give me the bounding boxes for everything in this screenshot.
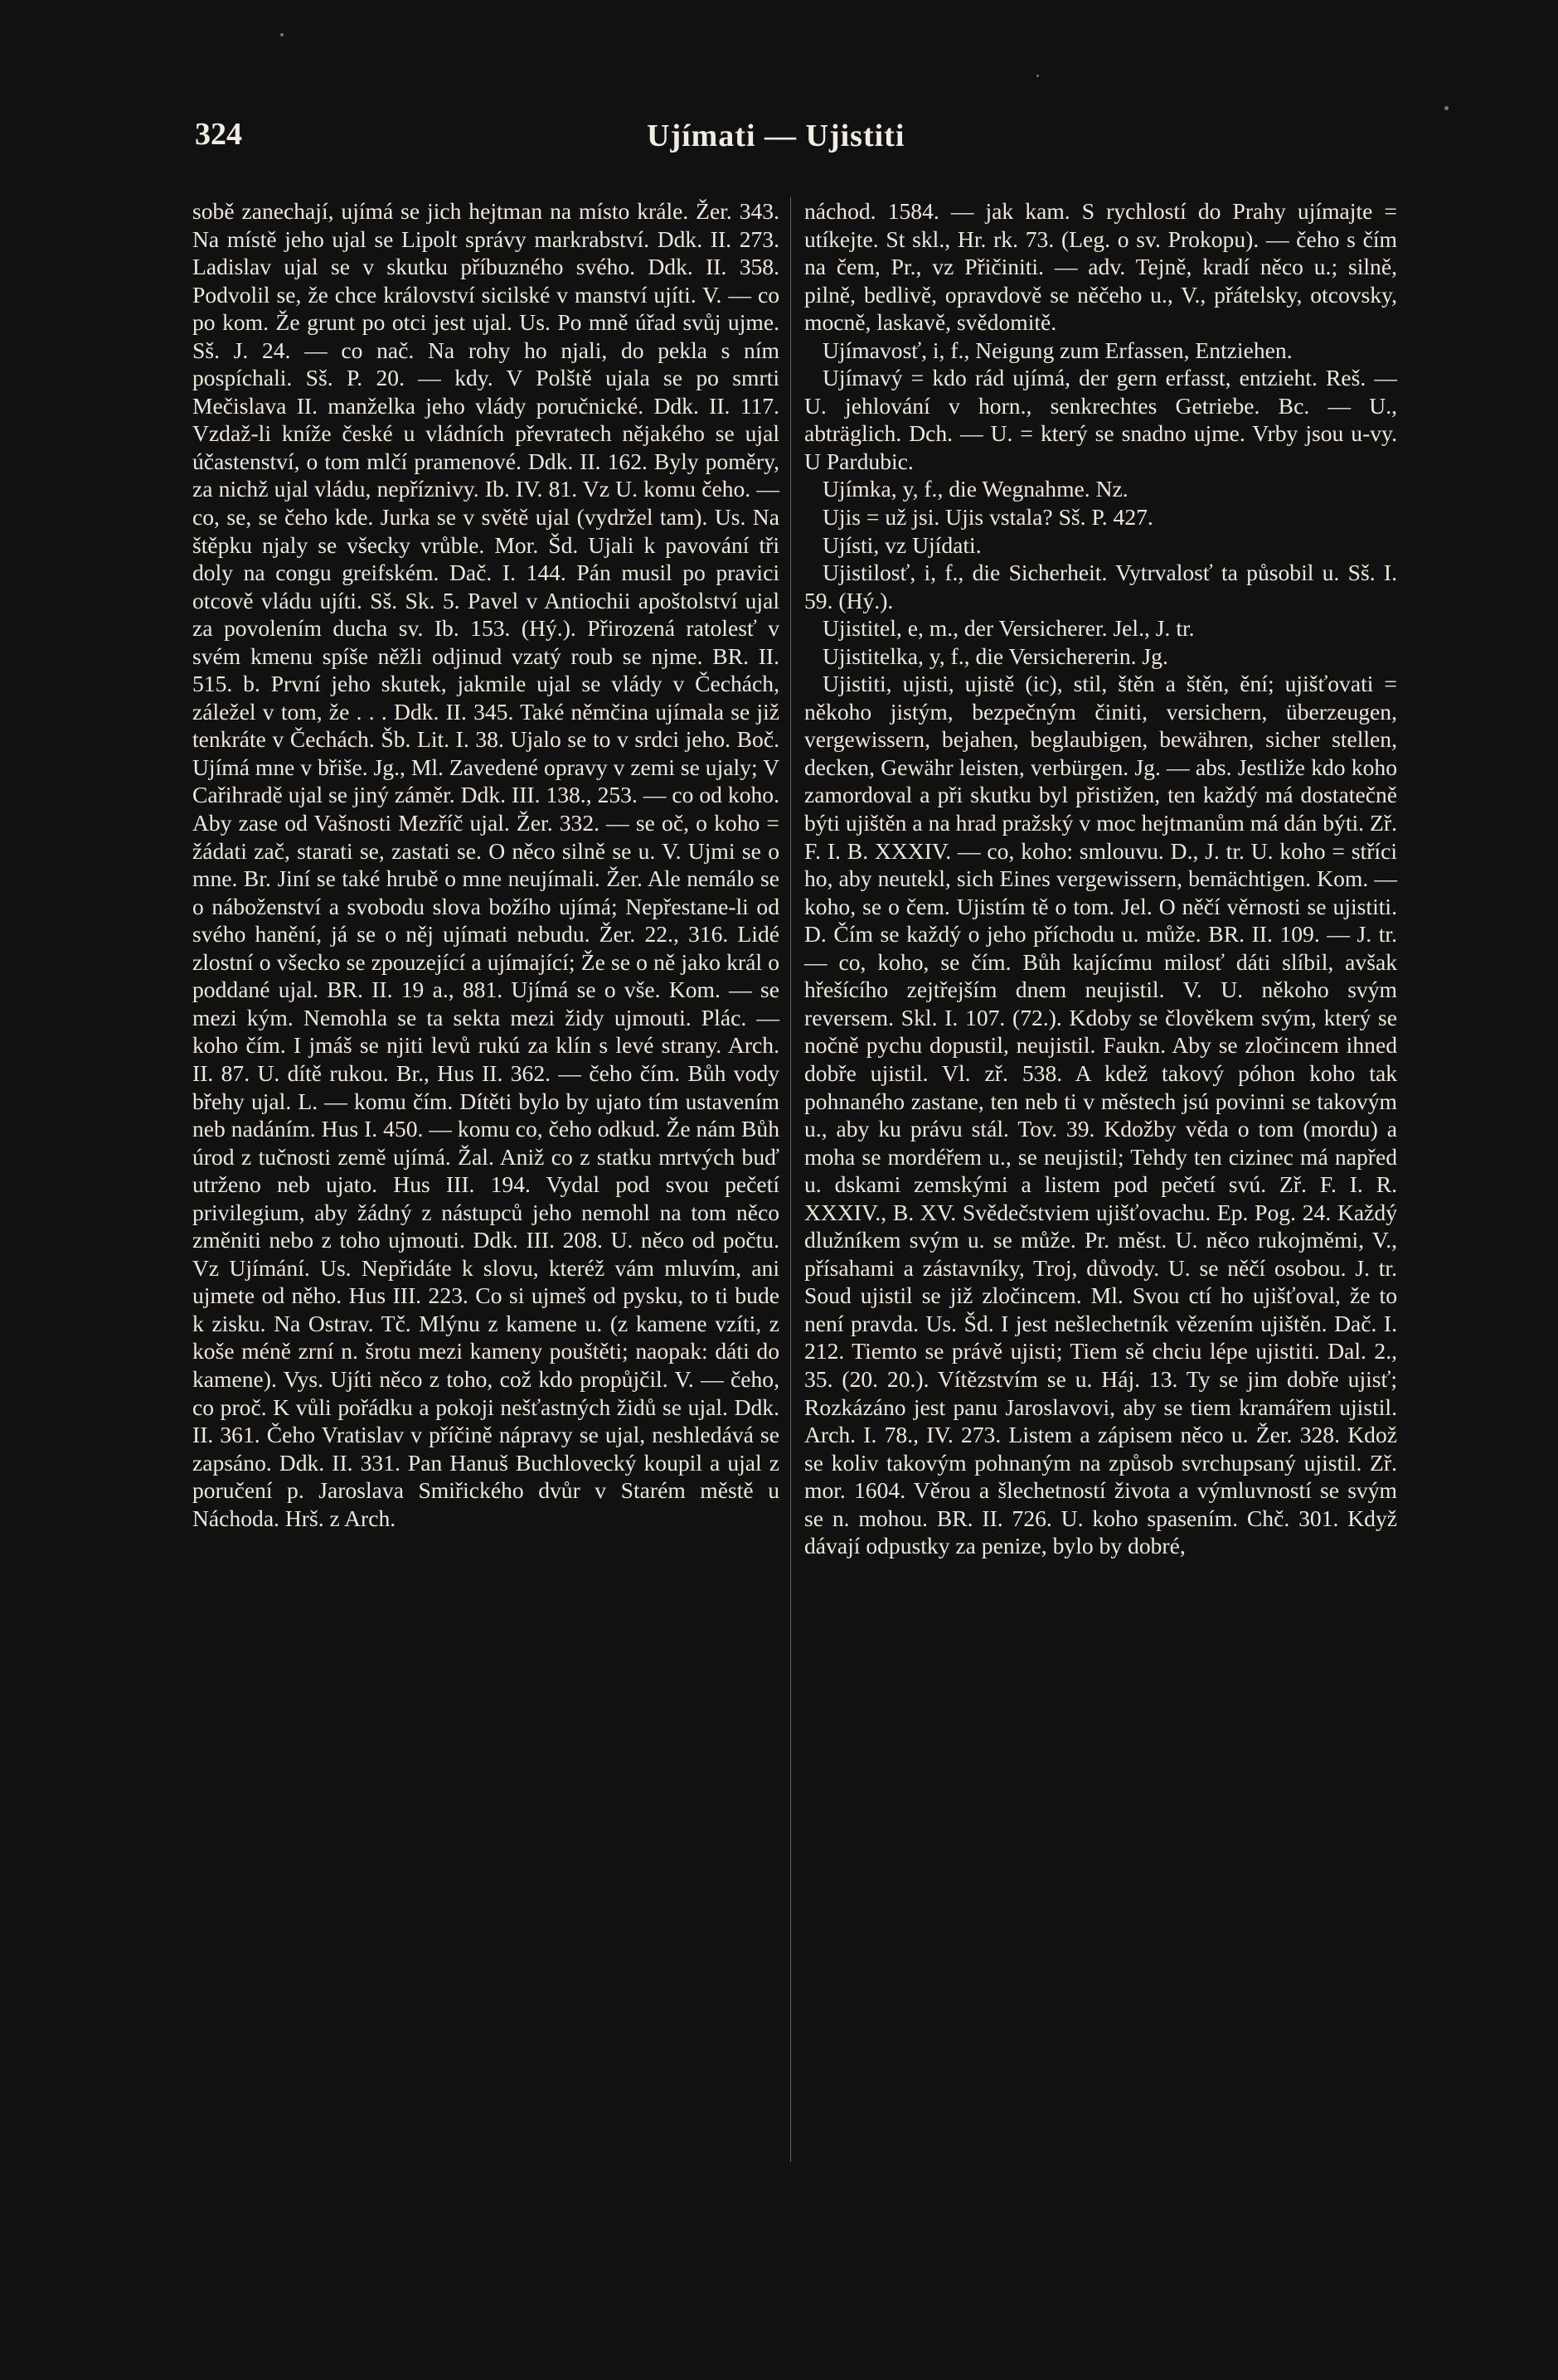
- page-header: [0, 116, 1558, 166]
- scan-speck: [280, 33, 284, 36]
- left-column: [192, 197, 779, 1532]
- scan-speck: [1444, 106, 1449, 110]
- page-number: 324: [195, 117, 242, 152]
- column-divider: [790, 197, 791, 2162]
- entry-ujimavy: Ujímavý = kdo rád ujímá, der gern erfasst, entzieht. Reš. — U. jehlování v horn., senkrechtes Getriebe. Bc. — U., abträglich. Dch. — U. = který se snadno ujme. Vrby jsou u-vy. U Pardubic.: [804, 365, 1397, 474]
- entry-continuation: náchod. 1584. — jak kam. S rychlostí do Prahy ujímajte = utíkejte. St skl., Hr. rk. 73. (Leg. o sv. Prokopu). — čeho s čím na čem, Pr., vz Přičiniti. — adv. Tejně, kradí něco u.; silně, pilně, bedlivě, opravdově se něčeho u., V., přátelsky, otcovsky, mocně, laskavě, svědomitě.: [804, 198, 1397, 336]
- left-column-text: sobě zanechají, ujímá se jich hejtman na místo krále. Žer. 343. Na místě jeho ujal se Lipolt správy markrabství. Ddk. II. 273. Ladislav ujal se v skutku příbuzného svého. Ddk. II. 358. Podvolil se, že chce království sicilské v manství ujíti. V. — co po kom. Že grunt po otci jest ujal. Us. Po mně úřad svůj ujme. Sš. J. 24. — co nač. Na rohy ho njali, do pekla s ním pospíchali. Sš. P. 20. — kdy. V Polště ujala se po smrti Mečislava II. manželka jeho vlády poručnické. Ddk. II. 117. Vzdaž-li kníže české u vládních převratech nějakého se ujal účastenství, o tom mlčí pramenové. Ddk. II. 162. Byly poměry, za nichž ujal vládu, nepříznivy. Ib. IV. 81. Vz U. komu čeho. — co, se, se čeho kde. Jurka se v světě ujal (vydržel tam). Us. Na štěpku njaly se všecky vrůble. Mor. Šd. Ujali k pavování tři doly na congu greifském. Dač. I. 144. Pán musil po pravici otcově vládu ujíti. Sš. Sk. 5. Pavel v Antiochii apoštolství ujal za povolením ducha sv. Ib. 153. (Hý.). Přirozená ratolesť v svém kmenu spíše něžli odjinud vzatý roub se njme. BR. II. 515. b. První jeho skutek, jakmile ujal se vlády v Čechách, záležel v tom, že . . . Ddk. II. 345. Také němčina ujímala se již tenkráte v Čechách. Šb. Lit. I. 38. Ujalo se to v srdci jeho. Boč. Ujímá mne v břiše. Jg., Ml. Zavedené opravy v zemi se ujaly; V Cařihradě ujal se jiný záměr. Ddk. III. 138., 253. — co od koho. Aby zase od Vašnosti Mezříč ujal. Žer. 332. — se oč, o koho = žádati zač, starati se, zastati se. O něco silně se u. V. Ujmi se o mne. Br. Jiní se také hrubě o mne neujímali. Žer. Ale nemálo se o náboženství a svobodu slova božího ujímá; Nepřestane-li od svého hanění, já se o něj ujímati nebudu. Žer. 22., 316. Lidé zlostní o všecko se zpouzející a ujímající; Že se o ně jako král o poddané ujal. BR. II. 19 a., 881. Ujímá se o vše. Kom. — se mezi kým. Nemohla se ta sekta mezi židy ujmouti. Plác. — koho čím. I jmáš se njiti levů rukú za klín s levé strany. Arch. II. 87. U. dítě rukou. Br., Hus II. 362. — čeho čím. Bůh vody břehy ujal. L. — komu čím. Dítěti bylo by ujato tím ustavením neb nadáním. Hus I. 450. — komu co, čeho odkud. Že nám Bůh úrod z tučnosti země ujímá. Žal. Aniž co z statku mrtvých buď utrženo neb ujato. Hus III. 194. Vydal pod svou pečetí privilegium, aby žádný z nástupců jeho nemohl na tom něco změniti nebo z toho ujmouti. Ddk. III. 208. U. něco od počtu. Vz Ujímání. Us. Nepřidáte k slovu, kteréž vám mluvím, ani ujmete od něho. Hus III. 223. Co si ujmeš od pysku, to ti bude k zisku. Na Ostrav. Tč. Mlýnu z kamene u. (z kamene vzíti, z koše méně zrní n. šrotu mezi kameny pouštěti; naopak: dáti do kamene). Vys. Ujíti něco z toho, což kdo propůjčil. V. — čeho, co proč. K vůli pořádku a pokoji nešťastných židů se ujal. Ddk. II. 361. Čeho Vratislav v příčině nápravy se ujal, neshledává se zapsáno. Ddk. II. 331. Pan Hanuš Buchlovecký koupil a ujal z poručení p. Jaroslava Smiřického dvůr v Starém městě u Náchoda. Hrš. z Arch.: [192, 198, 779, 1531]
- entry-ujistitelka: Ujistitelka, y, f., die Versichererin. Jg.: [823, 642, 1168, 669]
- entry-ujistiti: Ujistiti, ujisti, ujistě (ic), stil, štěn a štěn, ění; ujišťovati = někoho jistým, bezpečným činiti, versichern, überzeugen, vergewissern, bejahen, beglaubigen, bewähren, sicher stellen, decken, Gewähr leisten, verbürgen. Jg. — abs. Jestliže kdo koho zamordoval a při skutku byl přistižen, ten každý má dostatečně býti ujištěn a na hrad pražský v moc hejtmanům má dán býti. Zř. F. I. B. XXXIV. — co, koho: smlouvu. D., J. tr. U. koho = stříci ho, aby neutekl, sich Eines vergewissern, bemächtigen. Kom. — koho, se o čem. Ujistím tě o tom. Jel. O něčí věrnosti se ujistiti. D. Čím se každý o jeho příchodu u. může. BR. II. 109. — J. tr. — co, koho, se čím. Bůh kajícímu milosť dáti slíbil, avšak hřešícího zejtřejším dnem neujistil. V. U. někoho svým reversem. Skl. I. 107. (72.). Kdoby se člověkem svým, který se nočně pychu dopustil, neujistil. Faukn. Aby se zločincem ihned dobře ujistil. Vl. zř. 538. A kdež takový póhon koho tak pohnaného zastane, ten neb ti v městech jsú povinni se takovým u., aby ku právu stál. Tov. 39. Kdožby věda o tom (mordu) a moha se mordéřem u., se neujistil; Tehdy ten cizinec má napřed u. dskami zemskými a listem pod pečetí svú. Zř. F. I. R. XXXIV., B. XV. Svědečstviem ujišťovachu. Ep. Pog. 24. Každý dlužníkem svým u. se může. Pr. měst. U. něco rukojměmi, V., přísahami a zástavníky, Troj, důvody. U. se něčí osobou. J. tr. Soud ujistil se již zločincem. Ml. Svou ctí ho ujišťoval, že to není pravda. Us. Šd. I jest nešlechetník vězením ujištěn. Dač. I. 212. Tiemto se právě ujisti; Tiem sě chciu lépe ujistiti. Dal. 2., 35. (20. 20.). Vítězstvím se u. Háj. 13. Ty se jim dobře ujisť; Rozkázáno jest panu Jaroslavovi, aby se tiem kramářem ujistil. Arch. I. 78., IV. 273. Listem a zápisem něco u. Žer. 328. Kdož se koliv takovým pohnaným na způsob svrchupsaný ujistil. Zř. mor. 1604. Věrou a šlechetností života a výmluvností se svým se n. mohou. BR. II. 726. U. koho spasením. Chč. 301. Když dávají odpustky za penize, bylo by dobré,: [804, 671, 1397, 1559]
- entry-ujistilost: Ujistilosť, i, f., die Sicherheit. Vytrvalosť ta působil u. Sš. I. 59. (Hý.).: [804, 560, 1397, 613]
- entry-ujisti: Ujísti, vz Ujídati.: [823, 531, 982, 558]
- entry-ujimavost: Ujímavosť, i, f., Neigung zum Erfassen, Entziehen.: [823, 337, 1293, 363]
- right-column: [804, 197, 1397, 1560]
- entry-ujimka: Ujímka, y, f., die Wegnahme. Nz.: [823, 476, 1128, 502]
- running-head: Ujímati — Ujistiti: [647, 119, 905, 153]
- entry-ujistitel: Ujistitel, e, m., der Versicherer. Jel., J. tr.: [823, 615, 1195, 642]
- entry-ujis: Ujis = už jsi. Ujis vstala? Sš. P. 427.: [823, 504, 1153, 531]
- scan-speck: [1036, 75, 1039, 77]
